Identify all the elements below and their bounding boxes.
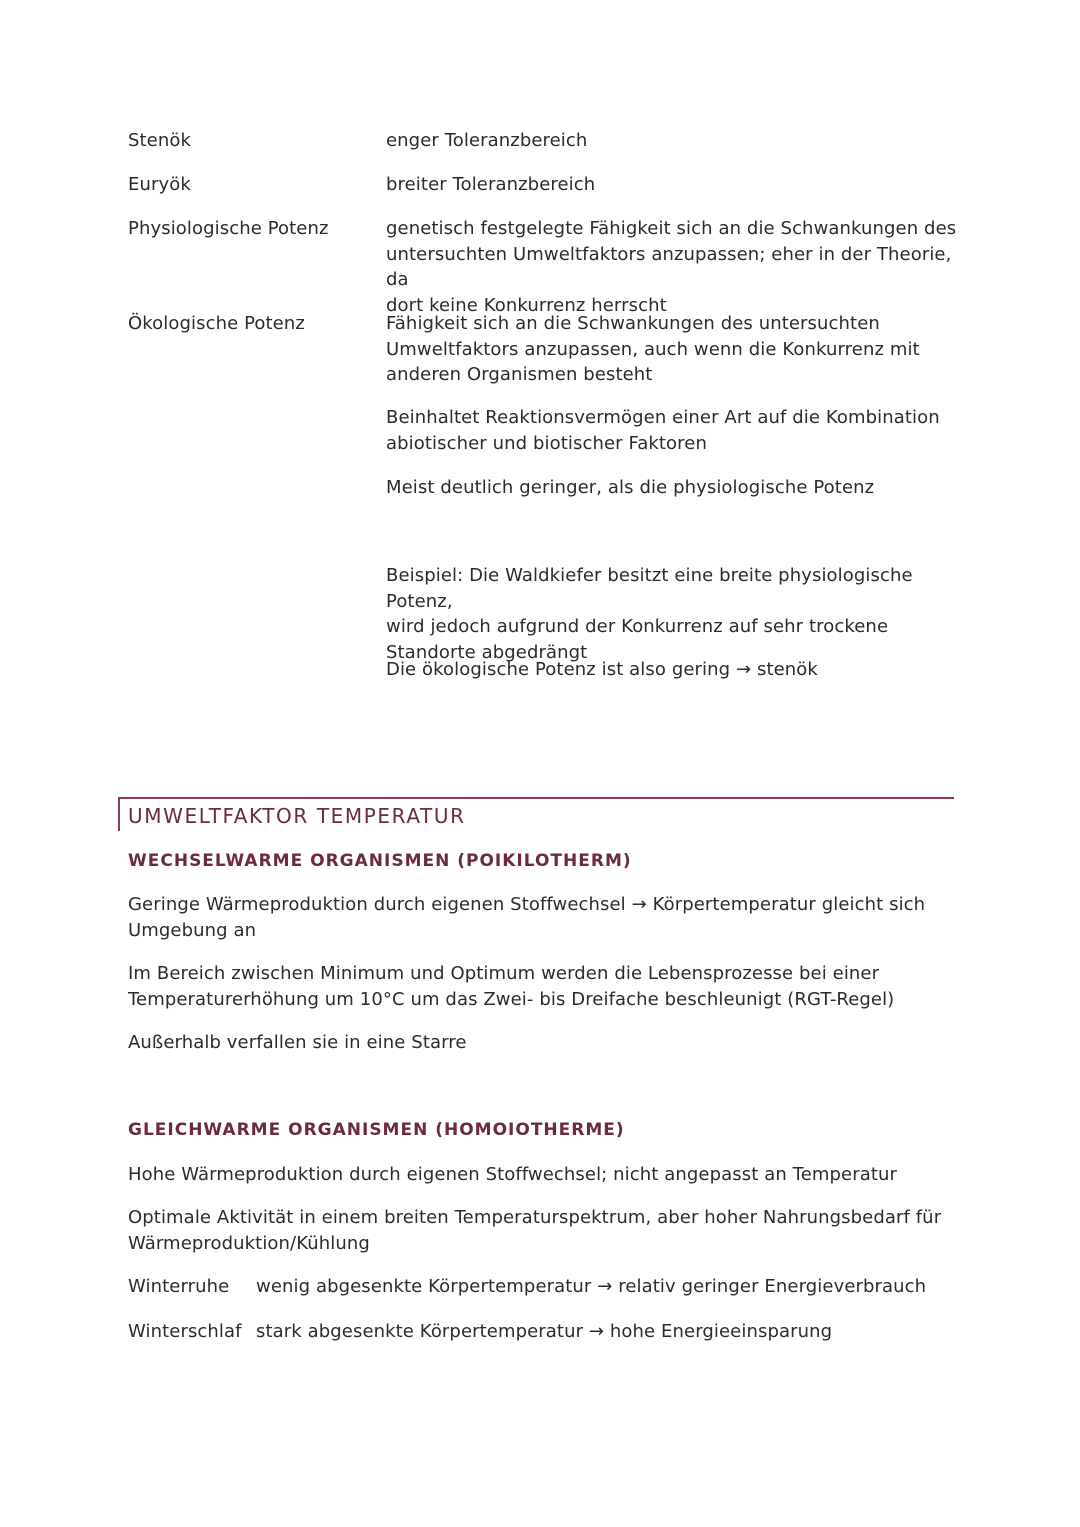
paragraph <box>128 1162 948 1188</box>
para-line: Außerhalb verfallen sie in eine Starre <box>128 1032 467 1053</box>
paragraph <box>128 892 948 943</box>
def-line: abiotischer und biotischer Faktoren <box>386 432 707 454</box>
term-euryoek: Euryök <box>128 174 191 195</box>
oekologische-fazit <box>386 657 966 683</box>
oekologische-extra-2 <box>386 475 966 501</box>
para-line: Im Bereich zwischen Minimum und Optimum werden die Lebensprozesse bei einer <box>128 963 880 984</box>
def-winterruhe: wenig abgesenkte Körpertemperatur → relativ geringer Energieverbrauch <box>256 1276 927 1297</box>
oekologische-extra-1 <box>386 405 966 456</box>
def-line: Standorte abgedrängt <box>386 641 588 663</box>
para-line: Geringe Wärmeproduktion durch eigenen Stoffwechsel → Körpertemperatur gleicht sich <box>128 894 926 915</box>
term-winterruhe: Winterruhe <box>128 1276 230 1297</box>
def-line: Die ökologische Potenz ist also gering → stenök <box>386 659 818 680</box>
para-line: Temperaturerhöhung um 10°C um das Zwei- bis Dreifache beschleunigt (RGT-Regel) <box>128 988 895 1010</box>
def-euryoek <box>386 172 966 198</box>
def-line: Beispiel: Die Waldkiefer besitzt eine breite physiologische Potenz, <box>386 565 913 612</box>
term-oekologische-potenz: Ökologische Potenz <box>128 313 305 334</box>
paragraph <box>128 1205 948 1256</box>
term-stenoek: Stenök <box>128 130 192 151</box>
paragraph <box>128 961 948 1012</box>
term-physiologische-potenz: Physiologische Potenz <box>128 218 329 239</box>
paragraph <box>128 1030 948 1056</box>
def-line: enger Toleranzbereich <box>386 130 588 151</box>
para-line: Umgebung an <box>128 919 257 941</box>
term-winterschlaf: Winterschlaf <box>128 1321 242 1342</box>
def-stenoek <box>386 128 966 154</box>
def-physiologische-potenz <box>386 216 966 318</box>
para-line: Hohe Wärmeproduktion durch eigenen Stoffwechsel; nicht angepasst an Temperatur <box>128 1164 897 1185</box>
def-line: Umweltfaktors anzupassen, auch wenn die Konkurrenz mit <box>386 338 920 360</box>
def-line: genetisch festgelegte Fähigkeit sich an die Schwankungen des <box>386 218 957 239</box>
def-winterschlaf: stark abgesenkte Körpertemperatur → hohe Energieeinsparung <box>256 1321 833 1342</box>
section-heading: UMWELTFAKTOR TEMPERATUR <box>128 804 466 828</box>
def-line: breiter Toleranzbereich <box>386 174 596 195</box>
def-oekologische-potenz <box>386 311 966 388</box>
subheading-homoiotherm: GLEICHWARME ORGANISMEN (HOMOIOTHERME) <box>128 1120 625 1140</box>
section-heading-box <box>118 797 954 831</box>
def-line: dort keine Konkurrenz herrscht <box>386 294 667 316</box>
oekologische-beispiel <box>386 563 966 665</box>
def-line: wird jedoch aufgrund der Konkurrenz auf sehr trockene <box>386 616 889 637</box>
para-line: Optimale Aktivität in einem breiten Temperaturspektrum, aber hoher Nahrungsbedarf für <box>128 1207 942 1228</box>
subheading-poikilotherm: WECHSELWARME ORGANISMEN (POIKILOTHERM) <box>128 851 632 871</box>
para-line: Wärmeproduktion/Kühlung <box>128 1232 370 1254</box>
def-line: untersuchten Umweltfaktors anzupassen; eher in der Theorie, da <box>386 243 952 290</box>
def-line: anderen Organismen besteht <box>386 364 653 385</box>
def-line: Beinhaltet Reaktionsvermögen einer Art auf die Kombination <box>386 407 940 428</box>
def-line: Fähigkeit sich an die Schwankungen des untersuchten <box>386 313 880 334</box>
def-line: Meist deutlich geringer, als die physiologische Potenz <box>386 477 875 498</box>
